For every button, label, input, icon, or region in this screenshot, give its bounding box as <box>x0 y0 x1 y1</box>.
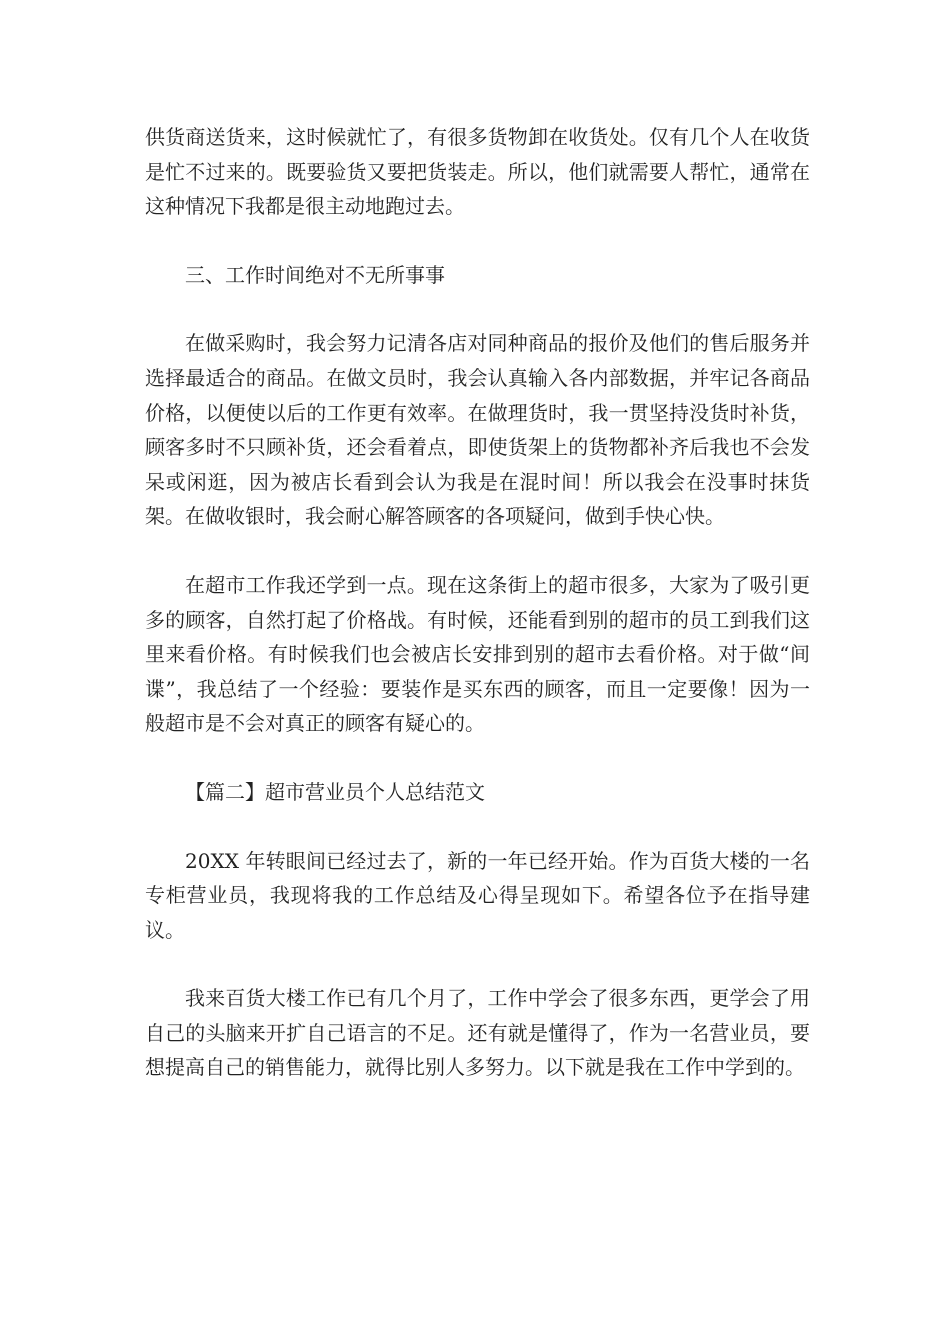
section-heading-part-two: 【篇二】超市营业员个人总结范文 <box>185 779 485 804</box>
paragraph-intro: 20XX 年转眼间已经过去了，新的一年已经开始。作为百货大楼的一名专柜营业员，我现将我的工作总结及心得呈现如下。希望各位予在指导建议。 <box>145 848 810 942</box>
paragraph-spacer <box>145 292 810 326</box>
paragraph-spacer <box>145 224 810 258</box>
paragraph-continued: 供货商送货来，这时候就忙了，有很多货物卸在收货处。仅有几个人在收货是忙不过来的。既要验货又要把货装走。所以，他们就需要人帮忙，通常在这种情况下我都是很主动地跑过去。 <box>145 125 810 219</box>
document-page <box>145 120 810 1085</box>
section-heading-three: 三、工作时间绝对不无所事事 <box>185 262 445 287</box>
paragraph-spacer <box>145 810 810 844</box>
paragraph-spacer <box>145 534 810 568</box>
paragraph-learning: 我来百货大楼工作已有几个月了，工作中学会了很多东西，更学会了用自己的头脑来开扩自己语言的不足。还有就是懂得了，作为一名营业员，要想提高自己的销售能力，就得比别人多努力。以下就是我在工作中学到的。 <box>145 986 810 1080</box>
paragraph-work-roles: 在做采购时，我会努力记清各店对同种商品的报价及他们的售后服务并选择最适合的商品。在做文员时，我会认真输入各内部数据，并牢记各商品价格，以便使以后的工作更有效率。在做理货时，我一贯坚持没货时补货，顾客多时不只顾补货，还会看着点，即使货架上的货物都补齐后我也不会发呆或闲逛，因为被店长看到会认为我是在混时间！所以我会在没事时抹货架。在做收银时，我会耐心解答顾客的各项疑问，做到手快心快。 <box>145 331 810 529</box>
paragraph-price-competition: 在超市工作我还学到一点。现在这条街上的超市很多，大家为了吸引更多的顾客，自然打起了价格战。有时候，还能看到别的超市的员工到我们这里来看价格。有时候我们也会被店长安排到别的超市去看价格。对于做“间谍”，我总结了一个经验：要装作是买东西的顾客，而且一定要像！因为一般超市是不会对真正的顾客有疑心的。 <box>145 572 810 736</box>
paragraph-spacer <box>145 741 810 775</box>
paragraph-spacer <box>145 947 810 981</box>
